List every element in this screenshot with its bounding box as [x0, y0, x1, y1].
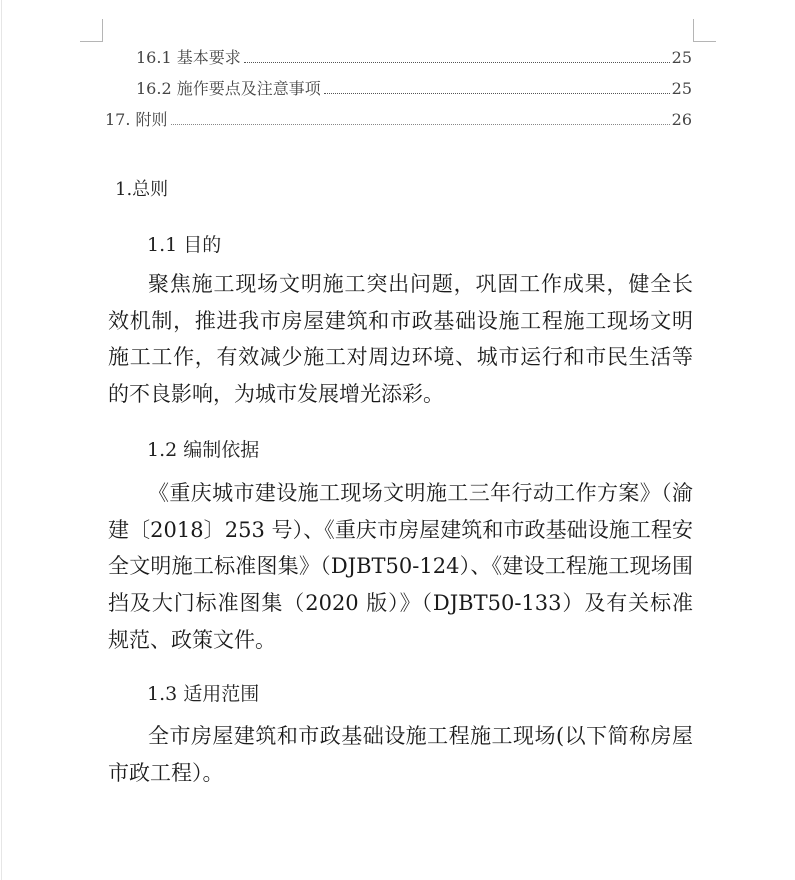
body-paragraph: 聚焦施工现场文明施工突出问题，巩固工作成果，健全长效机制，推进我市房屋建筑和市政基础设施工程施工现场文明施工工作，有效减少施工对周边环境、城市运行和市民生活等的不良影响，为城市发展增光添彩。	[108, 272, 693, 407]
toc-entry-page: 26	[671, 110, 692, 129]
toc-leader-dots	[324, 93, 670, 94]
crop-mark-top-right	[693, 19, 716, 42]
toc-entry-label: 16.1 基本要求	[136, 48, 241, 67]
toc-entry-page: 25	[671, 79, 692, 98]
toc-leader-dots	[171, 124, 670, 125]
toc-leader-dots	[244, 62, 670, 63]
subsection-heading: 1.3 适用范围	[147, 683, 260, 705]
section-heading: 1.总则	[115, 179, 169, 200]
toc-entry[interactable]	[136, 47, 692, 69]
subsection-heading: 1.2 编制依据	[147, 439, 260, 461]
body-paragraph: 《重庆城市建设施工现场文明施工三年行动工作方案》（渝建〔2018〕253 号）、《重庆市房屋建筑和市政基础设施工程安全文明施工标准图集》（DJBT50-124）、《建设工程施工现场围挡及大门标准图集（2020 版）》（DJBT50-133）及有关标准规范、政策文件。	[108, 481, 693, 652]
toc-entry-label: 17. 附则	[105, 110, 168, 129]
toc-entry[interactable]	[136, 78, 692, 100]
crop-mark-top-left	[80, 19, 103, 42]
toc-entry[interactable]	[105, 109, 692, 131]
toc-entry-page: 25	[671, 48, 692, 67]
body-paragraph: 全市房屋建筑和市政基础设施工程施工现场(以下简称房屋市政工程）。	[108, 724, 693, 785]
toc-entry-label: 16.2 施作要点及注意事项	[136, 79, 321, 98]
subsection-heading: 1.1 目的	[147, 234, 222, 256]
page-edge	[1, 0, 2, 880]
